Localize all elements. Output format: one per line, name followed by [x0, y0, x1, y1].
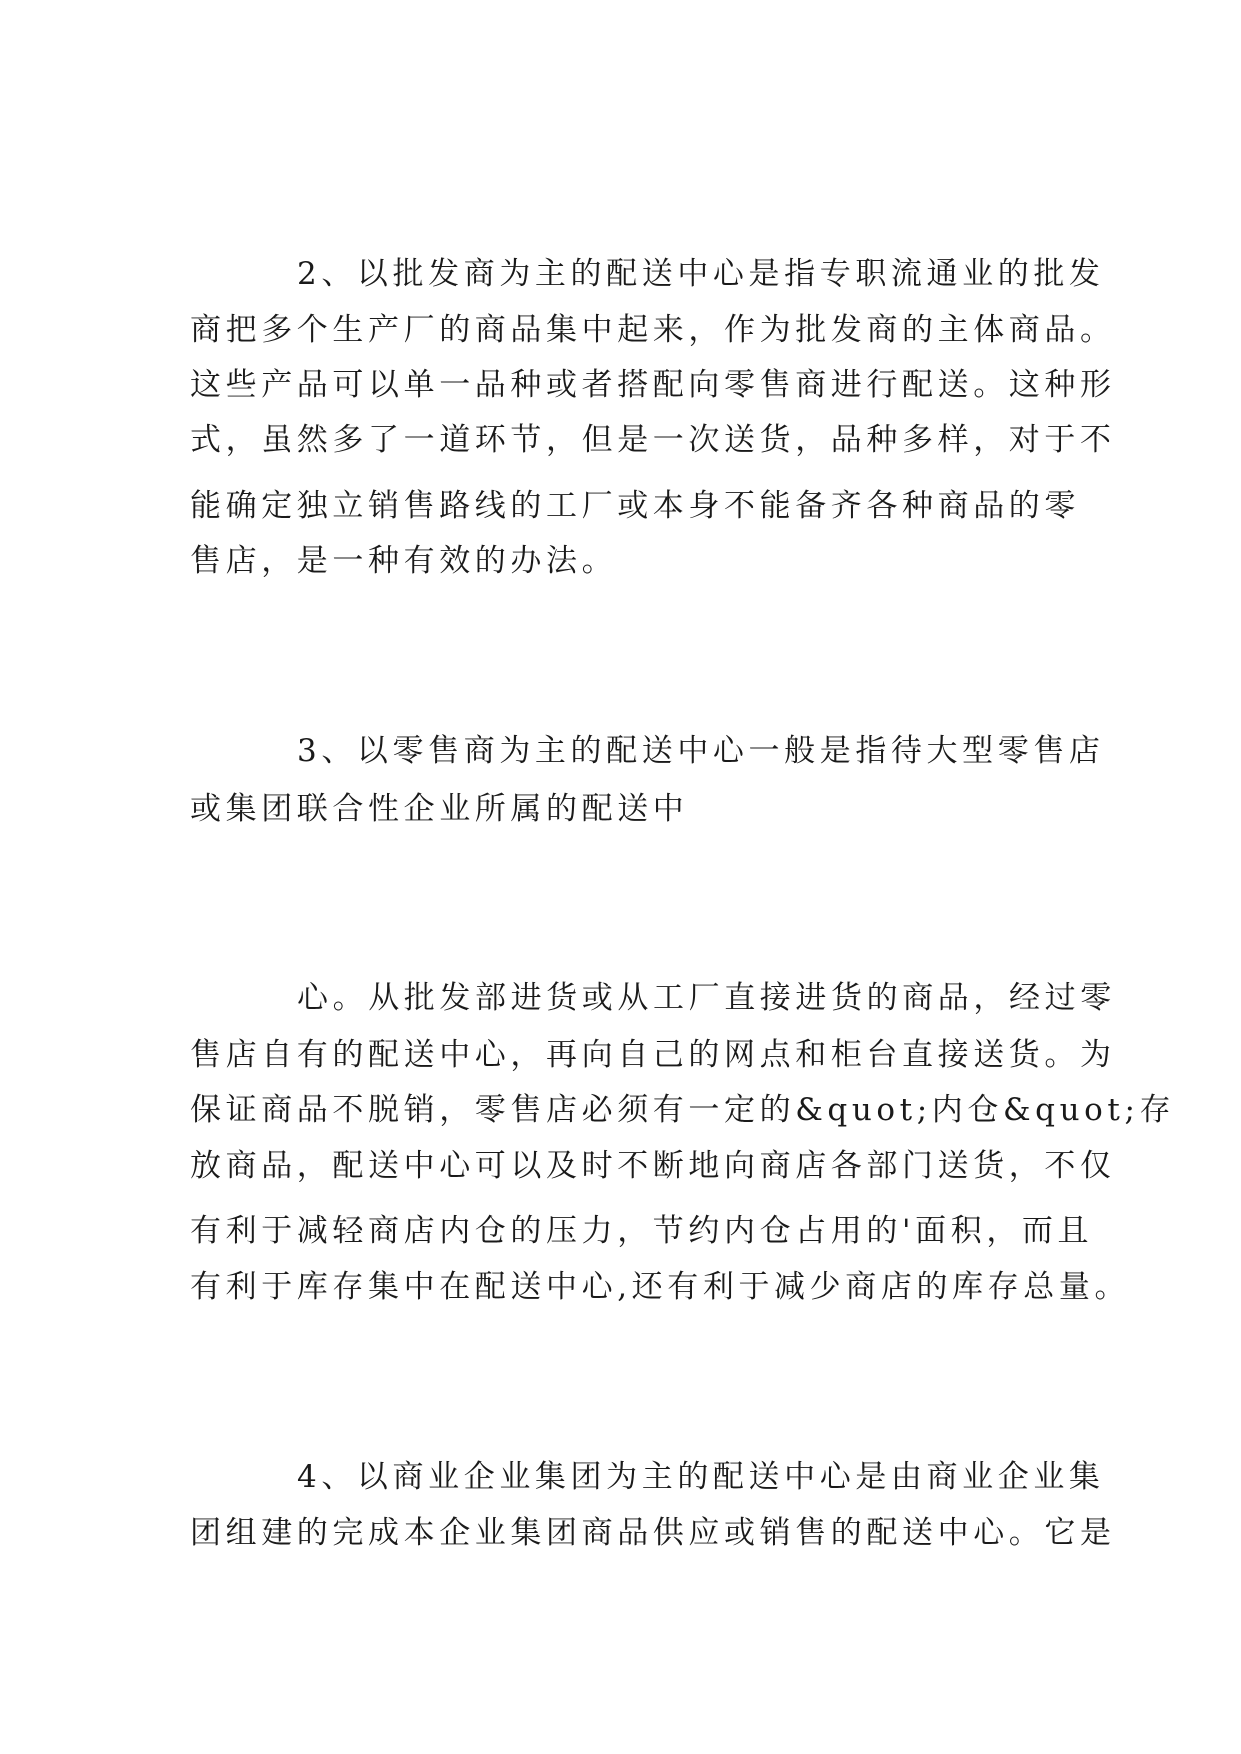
text-line: 售店自有的配送中心，再向自己的网点和柜台直接送货。为: [190, 1037, 1116, 1073]
text-line: 式，虽然多了一道环节，但是一次送货，品种多样，对于不: [190, 422, 1116, 458]
text-line: 放商品，配送中心可以及时不断地向商店各部门送货，不仅: [190, 1148, 1116, 1184]
text-line: 这些产品可以单一品种或者搭配向零售商进行配送。这种形: [190, 367, 1116, 403]
text-line: 2、以批发商为主的配送中心是指专职流通业的批发: [297, 256, 1105, 292]
text-line: 3、以零售商为主的配送中心一般是指待大型零售店: [297, 733, 1105, 769]
text-line: 4、以商业企业集团为主的配送中心是由商业企业集: [297, 1459, 1105, 1495]
text-line: 有利于减轻商店内仓的压力，节约内仓占用的'面积，而且: [190, 1213, 1094, 1249]
text-line: 或集团联合性企业所属的配送中: [190, 791, 689, 827]
text-line: 售店，是一种有效的办法。: [190, 543, 618, 579]
text-line: 能确定独立销售路线的工厂或本身不能备齐各种商品的零: [190, 488, 1080, 524]
text-line: 保证商品不脱销，零售店必须有一定的&quot;内仓&quot;存: [190, 1092, 1176, 1128]
text-line: 团组建的完成本企业集团商品供应或销售的配送中心。它是: [190, 1515, 1116, 1551]
text-line: 商把多个生产厂的商品集中起来，作为批发商的主体商品。: [190, 312, 1116, 348]
text-line: 有利于库存集中在配送中心,还有利于减少商店的库存总量。: [190, 1269, 1131, 1305]
text-line: 心。从批发部进货或从工厂直接进货的商品，经过零: [297, 980, 1116, 1016]
